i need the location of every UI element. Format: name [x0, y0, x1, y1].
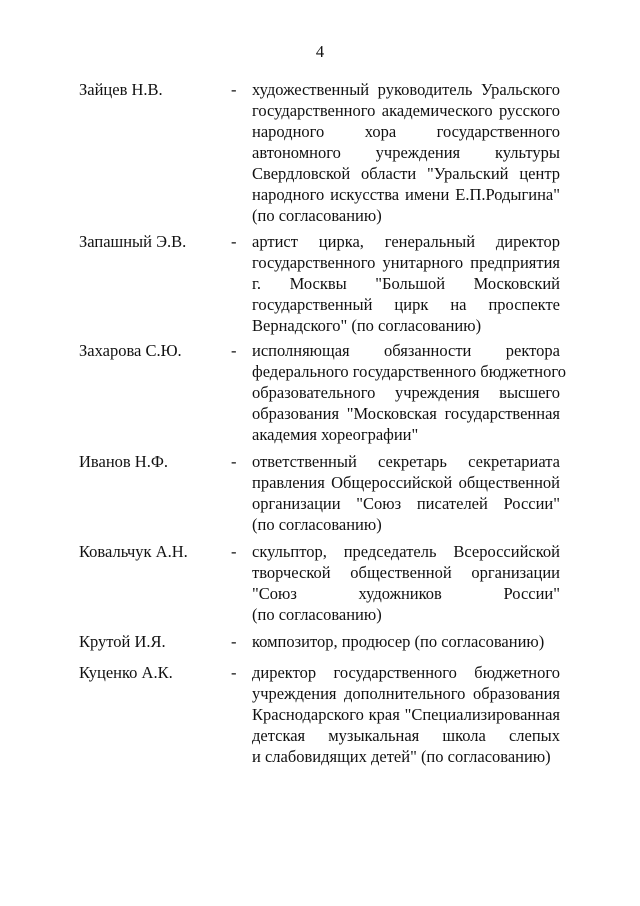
description-line: "Союз художников России" [252, 584, 560, 603]
description-line: народного искусства имени Е.П.Родыгина" [252, 185, 560, 204]
member-description [252, 541, 560, 625]
description-line: академия хореографии" [252, 425, 419, 444]
list-item [0, 662, 640, 772]
dash-separator: - [231, 232, 237, 251]
description-line: ответственный секретарь секретариата [252, 452, 560, 471]
description-line: народного хора государственного [252, 122, 560, 141]
member-name: Зайцев Н.В. [79, 80, 163, 99]
dash-separator: - [231, 452, 237, 471]
description-line: директор государственного бюджетного [252, 663, 560, 682]
list-item [0, 340, 640, 451]
member-name: Куценко А.К. [79, 663, 173, 682]
dash-separator: - [231, 542, 237, 561]
description-line: Вернадского" (по согласованию) [252, 316, 482, 335]
description-line: исполняющая обязанности ректора [252, 341, 560, 360]
description-line: творческой общественной организации [252, 563, 560, 582]
description-line: артист цирка, генеральный директор [252, 232, 560, 251]
member-name: Запашный Э.В. [79, 232, 187, 251]
dash-separator: - [231, 341, 237, 360]
member-name: Крутой И.Я. [79, 632, 166, 651]
description-line: государственный цирк на проспекте [252, 295, 560, 314]
description-line: государственного унитарного предприятия [252, 253, 560, 272]
description-line: федерального государственного бюджетного [252, 362, 566, 381]
member-name: Ковальчук А.Н. [79, 542, 188, 561]
description-line: организации "Союз писателей России" [252, 494, 560, 513]
description-line: и слабовидящих детей" (по согласованию) [252, 747, 551, 766]
dash-separator: - [231, 632, 237, 651]
member-description [252, 340, 566, 445]
list-item [0, 231, 640, 340]
description-line: образовательного учреждения высшего [252, 383, 560, 402]
member-list [0, 79, 640, 772]
description-line: детская музыкальная школа слепых [252, 726, 560, 745]
description-line: правления Общероссийской общественной [252, 473, 560, 492]
description-line: государственного академического русского [252, 101, 560, 120]
description-line: скульптор, председатель Всероссийской [252, 542, 560, 561]
description-line: учреждения дополнительного образования [252, 684, 560, 703]
member-description [252, 79, 560, 226]
list-item [0, 541, 640, 631]
list-item [0, 631, 640, 662]
member-name: Иванов Н.Ф. [79, 452, 169, 471]
member-description [252, 662, 560, 767]
description-line: (по согласованию) [252, 206, 382, 225]
member-description [252, 231, 560, 336]
description-line: г. Москвы "Большой Московский [252, 274, 560, 293]
description-line: Краснодарского края "Специализированная [252, 705, 560, 724]
member-description [252, 631, 560, 652]
description-line: образования "Московская государственная [252, 404, 560, 423]
description-line: (по согласованию) [252, 515, 382, 534]
description-line: композитор, продюсер (по согласованию) [252, 632, 545, 651]
description-line: (по согласованию) [252, 605, 382, 624]
member-name: Захарова С.Ю. [79, 341, 182, 360]
list-item [0, 451, 640, 541]
dash-separator: - [231, 663, 237, 682]
description-line: художественный руководитель Уральского [252, 80, 560, 99]
list-item [0, 79, 640, 231]
description-line: Свердловской области "Уральский центр [252, 164, 560, 183]
dash-separator: - [231, 80, 237, 99]
description-line: автономного учреждения культуры [252, 143, 560, 162]
member-description [252, 451, 560, 535]
page-number: 4 [315, 42, 325, 61]
